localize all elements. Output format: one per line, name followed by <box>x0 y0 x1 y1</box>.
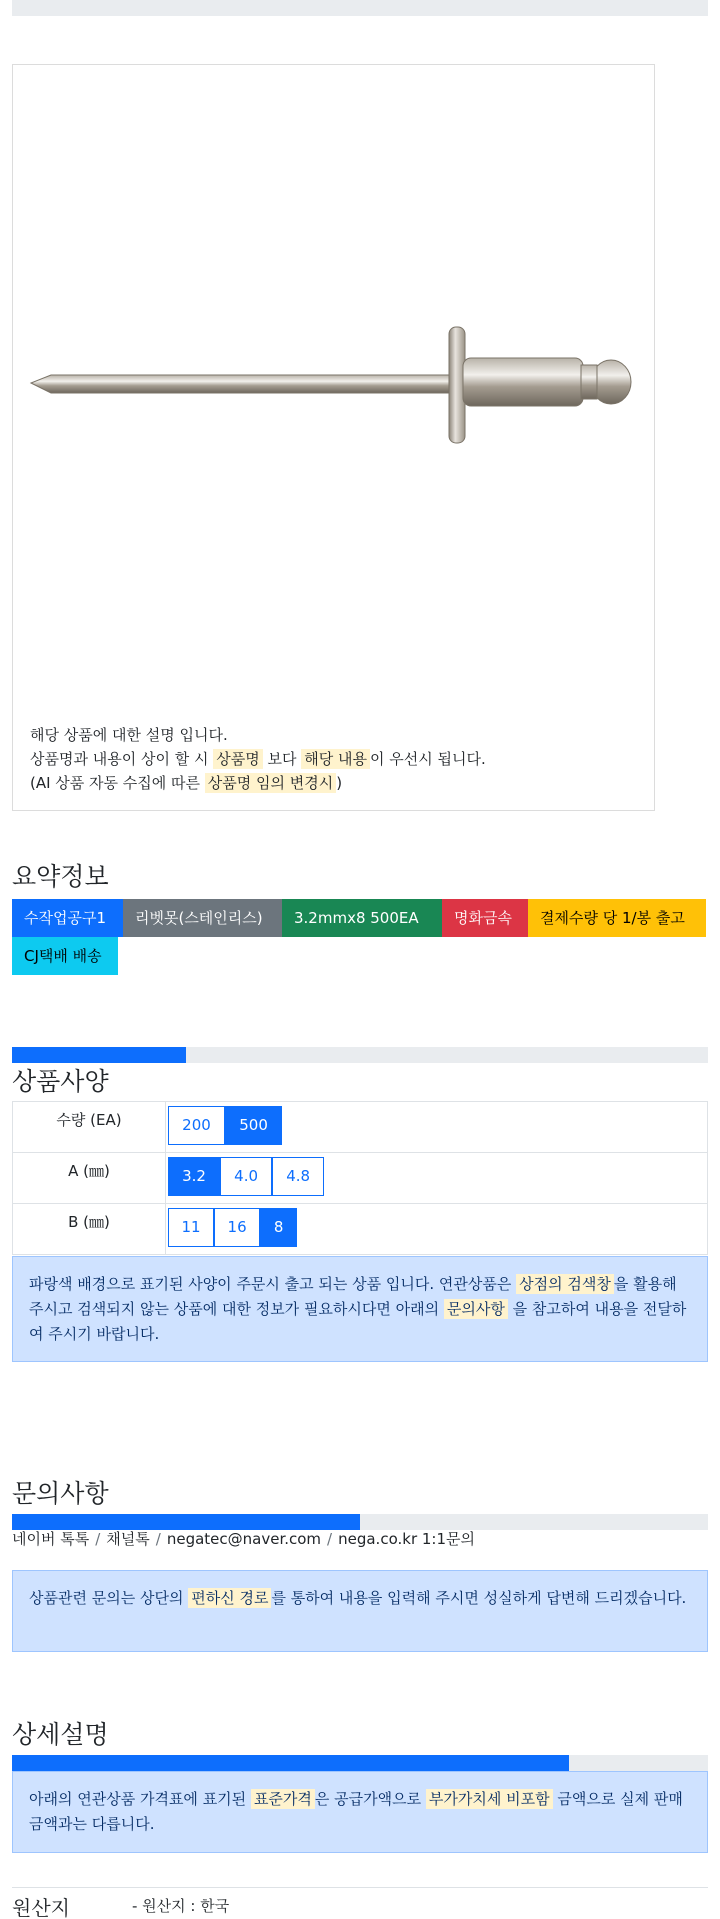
channel-channeltalk[interactable]: 채널톡 <box>106 1530 150 1548</box>
text-segment: 상품관련 문의는 상단의 <box>29 1589 189 1607</box>
text-segment: 이 우선시 됩니다. <box>369 750 486 768</box>
text-segment: (AI 상품 자동 수집에 따른 <box>30 774 205 792</box>
spec-options <box>166 1153 708 1204</box>
spec-row-quantity <box>13 1102 708 1153</box>
channel-naver-talk[interactable]: 네이버 톡톡 <box>12 1530 90 1548</box>
progress-fill <box>12 1755 569 1771</box>
channel-email[interactable]: negatec@naver.com <box>166 1530 322 1548</box>
tag-delivery <box>12 937 118 975</box>
text-segment: 를 통하여 내용을 입력해 주시면 성실하게 답변해 드리겠습니다. <box>271 1589 687 1607</box>
option-b-8[interactable]: 8 <box>260 1208 297 1247</box>
highlight-product-name: 상품명 <box>213 749 262 769</box>
tag-category <box>12 899 123 937</box>
separator: / <box>327 1530 333 1548</box>
detail-title: 상세설명 <box>12 1720 109 1749</box>
rivet-image <box>21 313 641 513</box>
tag-label: CJ택배 배송 <box>24 947 102 965</box>
specs-title: 상품사양 <box>12 1067 109 1096</box>
tag-size <box>282 899 442 937</box>
text-segment: 금액으로 실제 판매금액과는 다릅니다. <box>29 1790 683 1833</box>
spec-label: A (㎜) <box>13 1153 166 1204</box>
separator: / <box>95 1530 101 1548</box>
spec-options <box>166 1204 708 1255</box>
highlight-search: 상점의 검색창 <box>516 1274 614 1294</box>
tag-label: 3.2mmx8 500EA <box>294 909 419 927</box>
product-description <box>30 723 486 795</box>
specs-progress-bar <box>12 1047 708 1063</box>
top-divider-bar <box>12 0 708 16</box>
description-line-3 <box>30 771 486 795</box>
description-line-2 <box>30 747 486 771</box>
highlight-name-change: 상품명 임의 변경시 <box>205 773 336 793</box>
progress-fill <box>12 1047 186 1063</box>
text-segment: 은 공급가액으로 <box>314 1790 426 1808</box>
origin-row <box>12 1887 708 1919</box>
contact-channels <box>12 1528 475 1549</box>
detail-notice <box>12 1771 708 1853</box>
tag-shipping-unit <box>528 899 706 937</box>
text-segment: 을 활용해 주시고 검색되지 않는 상품에 대한 정보가 필요하시다면 아래의 <box>29 1275 677 1318</box>
spec-label: 수량 (EA) <box>13 1102 166 1153</box>
channel-website-inquiry[interactable]: nega.co.kr 1:1문의 <box>338 1530 475 1548</box>
tag-label: 명화금속 <box>454 909 512 927</box>
product-image-card <box>12 64 655 811</box>
text-segment: 파랑색 배경으로 표기된 사양이 주문시 출고 되는 상품 입니다. 연관상품은 <box>29 1275 517 1293</box>
highlight-standard-price: 표준가격 <box>251 1789 315 1809</box>
origin-label: 원산지 <box>12 1896 70 1919</box>
inquiry-notice <box>12 1570 708 1652</box>
spec-table <box>12 1101 708 1255</box>
tag-label: 리벳못(스테인리스) <box>135 909 263 927</box>
tag-label: 수작업공구1 <box>24 909 106 927</box>
option-qty-200[interactable]: 200 <box>168 1106 225 1145</box>
inquiry-title: 문의사항 <box>12 1479 109 1508</box>
text-segment: 아래의 연관상품 가격표에 표기된 <box>29 1790 251 1808</box>
option-a-3-2[interactable]: 3.2 <box>168 1157 220 1196</box>
option-qty-500[interactable]: 500 <box>225 1106 282 1145</box>
spec-row-b <box>13 1204 708 1255</box>
specs-notice <box>12 1256 708 1362</box>
highlight-content: 해당 내용 <box>301 749 370 769</box>
detail-progress-bar <box>12 1755 708 1771</box>
separator: / <box>155 1530 161 1548</box>
spec-row-a <box>13 1153 708 1204</box>
spec-options <box>166 1102 708 1153</box>
highlight-vat-excluded: 부가가치세 비포함 <box>426 1789 553 1809</box>
description-line-1: 해당 상품에 대한 설명 입니다. <box>30 726 228 744</box>
summary-title: 요약정보 <box>12 862 109 891</box>
tag-label: 결제수량 당 1/봉 출고 <box>540 909 685 927</box>
tag-product-type <box>123 899 282 937</box>
option-b-16[interactable]: 16 <box>214 1208 260 1247</box>
option-a-4-0[interactable]: 4.0 <box>220 1157 272 1196</box>
highlight-inquiry: 문의사항 <box>444 1299 508 1319</box>
text-segment: ) <box>336 774 343 792</box>
spec-label: B (㎜) <box>13 1204 166 1255</box>
tag-brand <box>442 899 528 937</box>
option-b-11[interactable]: 11 <box>168 1208 214 1247</box>
text-segment: 을 참고하여 내용을 전달하여 주시기 바랍니다. <box>29 1300 687 1343</box>
highlight-route: 편하신 경로 <box>188 1588 271 1608</box>
option-a-4-8[interactable]: 4.8 <box>272 1157 324 1196</box>
text-segment: 보다 <box>262 750 302 768</box>
text-segment: 상품명과 내용이 상이 할 시 <box>30 750 214 768</box>
origin-value: - 원산지 : 한국 <box>132 1897 230 1915</box>
